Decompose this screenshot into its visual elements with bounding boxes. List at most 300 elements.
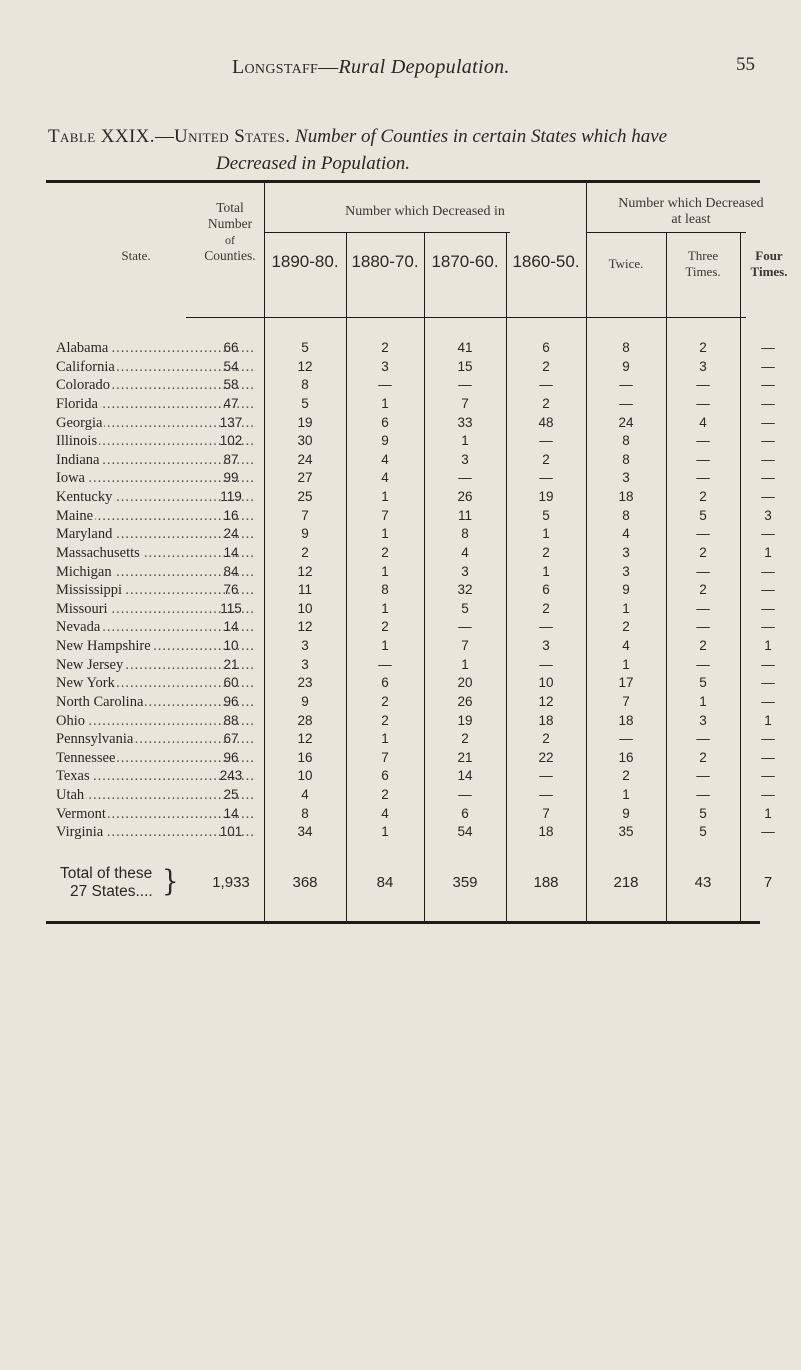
cell-four-times: — — [761, 414, 775, 430]
cell-four-times: — — [761, 377, 775, 393]
cell-1880-70: 1 — [381, 731, 389, 747]
header-twice: Twice. — [608, 256, 644, 271]
header-total-line2: Number — [207, 216, 253, 231]
header-three-times: Three Times. — [685, 248, 721, 279]
cell-1890-80: 11 — [297, 582, 312, 598]
state-name-text: Indiana — [56, 451, 100, 468]
cell-total-counties: 137 — [219, 414, 243, 430]
table-row — [0, 713, 801, 732]
cell-four-times: — — [761, 395, 775, 411]
table-row — [0, 768, 801, 787]
header-total-line1: Total — [216, 200, 244, 215]
cell-1870-60: 8 — [461, 526, 469, 542]
cell-total-counties: 67 — [223, 731, 239, 747]
state-name-text: Florida — [56, 395, 98, 412]
header-total-line4: Counties. — [204, 248, 256, 263]
cell-1860-50: 10 — [538, 675, 554, 691]
cell-three-times: — — [696, 619, 710, 635]
header-sub-rule — [264, 232, 510, 233]
state-name-text: New Hampshire — [56, 638, 151, 654]
state-name-text: New York — [56, 675, 115, 692]
cell-twice: — — [619, 377, 633, 393]
cell-1880-70: 2 — [381, 693, 389, 709]
cell-1860-50: 2 — [542, 451, 550, 467]
cell-total-counties: 54 — [223, 358, 239, 374]
cell-total-counties: 66 — [223, 340, 239, 355]
cell-twice: 24 — [618, 414, 634, 430]
state-name-text: Vermont — [56, 805, 106, 822]
cell-1870-60: — — [458, 470, 472, 486]
cell-three-times: — — [696, 600, 710, 616]
cell-1890-80: 10 — [297, 600, 313, 616]
cell-1880-70: 3 — [381, 358, 389, 374]
cell-four-times: — — [761, 489, 775, 504]
cell-three-times: 2 — [699, 582, 707, 598]
cell-1870-60: 26 — [457, 489, 473, 504]
cell-1870-60: 14 — [457, 768, 473, 784]
cell-1890-80: 12 — [297, 731, 313, 747]
state-name-text: Maryland — [56, 526, 113, 543]
cell-four-times: 1 — [764, 638, 772, 653]
cell-1870-60: 3 — [461, 451, 469, 467]
cell-four-times: — — [761, 619, 775, 635]
state-name — [56, 564, 256, 581]
cell-1870-60: 7 — [461, 395, 469, 411]
state-name — [56, 526, 256, 543]
table-title-dash: — — [154, 126, 174, 147]
cell-1860-50: 48 — [538, 414, 554, 430]
cell-three-times: — — [696, 451, 710, 467]
cell-1890-80: 3 — [301, 656, 309, 672]
cell-twice: 8 — [622, 433, 630, 449]
state-name — [56, 731, 256, 748]
state-name — [56, 396, 256, 413]
total-1890-80: 368 — [292, 874, 318, 891]
state-name-text: Missouri — [56, 600, 108, 617]
cell-twice: 4 — [622, 526, 630, 542]
cell-1870-60: 6 — [461, 805, 469, 821]
cell-1860-50: — — [539, 433, 553, 449]
cell-four-times: — — [761, 693, 775, 709]
table-row — [0, 526, 801, 545]
state-name-text: Michigan — [56, 563, 112, 580]
header-period-1870: 1870-60. — [431, 252, 499, 271]
cell-three-times: 1 — [699, 693, 707, 709]
state-name — [56, 787, 256, 804]
cell-total-counties: 14 — [223, 544, 239, 560]
cell-four-times: — — [761, 731, 775, 747]
cell-total-counties: 101 — [219, 824, 243, 840]
state-name — [56, 433, 256, 450]
cell-total-counties: 88 — [223, 712, 239, 728]
cell-twice: — — [619, 731, 633, 747]
cell-twice: 9 — [622, 358, 630, 374]
cell-1860-50: 2 — [542, 600, 550, 616]
cell-1860-50: — — [539, 787, 553, 802]
state-name-text: Pennsylvania — [56, 731, 134, 748]
cell-twice: 18 — [618, 489, 634, 504]
cell-1870-60: 21 — [457, 749, 473, 765]
cell-total-counties: 10 — [223, 638, 239, 653]
table-row — [0, 787, 801, 806]
cell-1860-50: 6 — [542, 582, 550, 598]
cell-1880-70: 1 — [381, 489, 389, 504]
state-name — [56, 508, 256, 525]
cell-twice: 35 — [618, 824, 634, 840]
cell-three-times: 2 — [699, 749, 707, 765]
state-name-text: North Carolina — [56, 693, 144, 710]
cell-1860-50: 5 — [542, 507, 550, 523]
cell-three-times: — — [696, 768, 710, 784]
total-row — [0, 865, 801, 925]
cell-twice: 4 — [622, 638, 630, 653]
state-name — [56, 470, 256, 487]
cell-total-counties: 14 — [223, 619, 239, 635]
cell-1880-70: 2 — [381, 544, 389, 560]
table-country: United States. — [173, 126, 291, 147]
cell-1890-80: 3 — [301, 638, 309, 653]
cell-twice: 2 — [622, 619, 630, 635]
cell-1890-80: 19 — [297, 414, 313, 430]
cell-1890-80: 30 — [297, 433, 313, 449]
cell-1860-50: 2 — [542, 358, 550, 374]
cell-1890-80: 8 — [301, 805, 309, 821]
cell-1880-70: 9 — [381, 433, 389, 449]
cell-1890-80: 23 — [297, 675, 313, 691]
header-decreased-at-least — [586, 196, 796, 228]
cell-1870-60: 1 — [461, 433, 469, 449]
cell-1860-50: 12 — [538, 693, 554, 709]
state-name-text: Nevada — [56, 619, 101, 636]
cell-three-times: 2 — [699, 489, 707, 504]
cell-1880-70: 1 — [381, 563, 389, 579]
cell-four-times: 1 — [764, 805, 772, 821]
cell-1880-70: 4 — [381, 805, 389, 821]
cell-1860-50: 2 — [542, 395, 550, 411]
cell-three-times: — — [696, 433, 710, 449]
cell-four-times: — — [761, 470, 775, 486]
state-name — [56, 601, 256, 618]
cell-1880-70: 2 — [381, 712, 389, 728]
cell-twice: 8 — [622, 340, 630, 355]
cell-four-times: — — [761, 358, 775, 374]
cell-total-counties: 102 — [219, 433, 243, 449]
cell-1890-80: 12 — [297, 563, 313, 579]
cell-1860-50: 3 — [542, 638, 550, 653]
cell-three-times: — — [696, 656, 710, 672]
table-row — [0, 470, 801, 489]
table-row — [0, 675, 801, 694]
cell-1890-80: 9 — [301, 693, 309, 709]
cell-1870-60: — — [458, 619, 472, 635]
cell-four-times: 1 — [764, 544, 772, 560]
cell-four-times: — — [761, 787, 775, 802]
cell-1860-50: 2 — [542, 731, 550, 747]
header-four-times: Four Times. — [750, 248, 788, 279]
cell-1860-50: 1 — [542, 563, 550, 579]
header-period-1860: 1860-50. — [512, 252, 580, 271]
cell-total-counties: 25 — [223, 787, 239, 802]
cell-1860-50: — — [539, 377, 553, 393]
cell-total-counties: 96 — [223, 693, 239, 709]
state-name — [56, 824, 256, 841]
total-brace: } — [162, 865, 179, 899]
cell-twice: 9 — [622, 805, 630, 821]
cell-1880-70: 2 — [381, 619, 389, 635]
cell-1860-50: 22 — [538, 749, 554, 765]
cell-1890-80: 5 — [301, 395, 309, 411]
cell-1870-60: 15 — [457, 358, 473, 374]
cell-1870-60: 20 — [457, 675, 473, 691]
cell-1870-60: 1 — [461, 656, 469, 672]
cell-1880-70: 6 — [381, 675, 389, 691]
cell-twice: — — [619, 395, 633, 411]
cell-four-times: — — [761, 749, 775, 765]
state-name-text: New Jersey — [56, 656, 124, 673]
cell-total-counties: 99 — [223, 470, 239, 486]
cell-1890-80: 27 — [297, 470, 313, 486]
table-row — [0, 582, 801, 601]
state-name — [56, 806, 256, 823]
cell-1860-50: — — [539, 768, 553, 784]
cell-1870-60: — — [458, 377, 472, 393]
cell-twice: 7 — [622, 693, 630, 709]
running-head — [0, 56, 801, 86]
cell-total-counties: 16 — [223, 507, 239, 523]
state-name — [56, 452, 256, 469]
total-counties: 1,933 — [212, 874, 250, 891]
table-row — [0, 564, 801, 583]
cell-1860-50: — — [539, 470, 553, 486]
cell-1880-70: 7 — [381, 749, 389, 765]
cell-1880-70: 1 — [381, 526, 389, 542]
table-row — [0, 508, 801, 527]
state-name-text: California — [56, 358, 115, 375]
cell-three-times: 5 — [699, 805, 707, 821]
cell-total-counties: 24 — [223, 526, 239, 542]
state-name — [56, 359, 256, 376]
cell-1890-80: 4 — [301, 787, 309, 802]
state-name-text: Kentucky — [56, 489, 113, 505]
cell-twice: 16 — [618, 749, 634, 765]
cell-1880-70: 1 — [381, 395, 389, 411]
total-four-times: 7 — [763, 874, 773, 891]
table-row — [0, 824, 801, 843]
total-three-times: 43 — [694, 874, 712, 891]
total-1870-60: 359 — [452, 874, 478, 891]
cell-three-times: — — [696, 526, 710, 542]
cell-1870-60: 32 — [457, 582, 473, 598]
cell-twice: 1 — [622, 787, 630, 802]
table-row — [0, 545, 801, 564]
cell-three-times: 5 — [699, 507, 707, 523]
cell-three-times: — — [696, 731, 710, 747]
state-name-text: Ohio — [56, 712, 85, 729]
state-name-text: Virginia — [56, 824, 104, 841]
state-name-text: Tennessee — [56, 749, 116, 766]
state-name — [56, 619, 256, 636]
state-name — [56, 377, 256, 394]
cell-total-counties: 96 — [223, 749, 239, 765]
state-name — [56, 545, 256, 562]
cell-four-times: — — [761, 582, 775, 598]
cell-total-counties: 115 — [220, 600, 242, 616]
cell-1890-80: 12 — [297, 358, 313, 374]
running-head-text — [232, 56, 510, 79]
cell-four-times: — — [761, 340, 775, 355]
table-row — [0, 619, 801, 638]
cell-three-times: 5 — [699, 824, 707, 840]
cell-1860-50: 19 — [538, 489, 554, 504]
cell-three-times: 3 — [699, 358, 707, 374]
cell-1860-50: 18 — [538, 824, 554, 840]
cell-1870-60: 19 — [457, 712, 473, 728]
header-total-line3: of — [225, 233, 235, 247]
total-twice: 218 — [613, 874, 639, 891]
table-row — [0, 657, 801, 676]
page-number: 55 — [736, 54, 755, 75]
cell-total-counties: 58 — [223, 377, 239, 393]
state-name — [56, 768, 256, 785]
state-name — [56, 657, 256, 674]
table-row — [0, 601, 801, 620]
header-at-least-line2: at least — [671, 212, 711, 227]
running-head-author: Longstaff — [232, 56, 319, 78]
state-name — [56, 675, 256, 692]
cell-twice: 18 — [618, 712, 634, 728]
cell-1860-50: — — [539, 656, 553, 672]
cell-three-times: — — [696, 563, 710, 579]
state-name-text: Texas — [56, 768, 90, 785]
state-name — [56, 340, 256, 357]
cell-four-times: — — [761, 824, 775, 840]
cell-1860-50: 18 — [538, 712, 554, 728]
state-name-text: Utah — [56, 787, 85, 803]
cell-total-counties: 21 — [223, 656, 239, 672]
total-1880-70: 84 — [376, 874, 394, 891]
cell-1890-80: 25 — [297, 489, 313, 504]
table-body — [0, 340, 801, 843]
state-name — [56, 713, 256, 730]
cell-1880-70: 6 — [381, 768, 389, 784]
cell-twice: 17 — [618, 675, 634, 691]
cell-1880-70: — — [378, 656, 392, 672]
table-row — [0, 750, 801, 769]
cell-1860-50: 2 — [542, 544, 550, 560]
cell-three-times: — — [696, 395, 710, 411]
state-name — [56, 694, 256, 711]
cell-twice: 1 — [622, 656, 630, 672]
cell-1880-70: 4 — [381, 470, 389, 486]
cell-twice: 9 — [622, 582, 630, 598]
cell-twice: 3 — [622, 544, 630, 560]
cell-three-times: 2 — [699, 340, 707, 355]
cell-four-times: — — [761, 451, 775, 467]
state-name — [56, 582, 256, 599]
cell-1890-80: 24 — [297, 451, 313, 467]
cell-total-counties: 14 — [223, 805, 239, 821]
table-title — [48, 123, 768, 177]
state-name-text: Massachusetts — [56, 544, 140, 561]
state-name — [56, 415, 256, 432]
cell-three-times: 2 — [699, 638, 707, 653]
cell-1870-60: 11 — [457, 507, 472, 523]
cell-1870-60: 7 — [461, 638, 469, 653]
cell-four-times: — — [761, 675, 775, 691]
cell-1870-60: 4 — [461, 544, 469, 560]
cell-1890-80: 7 — [301, 507, 309, 523]
table-row — [0, 489, 801, 508]
table-label: Table XXIX. — [48, 126, 155, 147]
cell-four-times: — — [761, 600, 775, 616]
running-head-separator: — — [318, 56, 339, 78]
total-1860-50: 188 — [533, 874, 559, 891]
state-name — [56, 489, 256, 506]
cell-1870-60: 2 — [461, 731, 469, 747]
state-name-text: Colorado — [56, 377, 110, 394]
table-row — [0, 433, 801, 452]
cell-three-times: 3 — [699, 712, 707, 728]
header-state: State. — [121, 248, 151, 263]
cell-1860-50: — — [539, 619, 553, 635]
cell-twice: 1 — [622, 600, 630, 616]
cell-total-counties: 60 — [223, 675, 239, 691]
cell-three-times: 2 — [699, 544, 707, 560]
cell-total-counties: 119 — [220, 489, 242, 504]
cell-four-times: 3 — [764, 507, 772, 523]
cell-total-counties: 87 — [223, 451, 239, 467]
cell-1880-70: 8 — [381, 582, 389, 598]
cell-four-times: 1 — [764, 712, 772, 728]
cell-1890-80: 2 — [301, 544, 309, 560]
table-row — [0, 359, 801, 378]
total-label-line2: 27 States.... — [70, 883, 153, 900]
table-subtitle-line2: Decreased in Population. — [216, 153, 411, 174]
cell-1880-70: 1 — [381, 600, 389, 616]
state-name — [56, 638, 256, 655]
cell-1870-60: 33 — [457, 414, 473, 430]
cell-1870-60: 5 — [461, 600, 469, 616]
table-row — [0, 415, 801, 434]
cell-four-times: — — [761, 563, 775, 579]
state-name-text: Illinois — [56, 433, 98, 450]
state-name-text: Iowa — [56, 470, 85, 487]
total-label-line1: Total of these — [60, 865, 153, 882]
cell-four-times: — — [761, 656, 775, 672]
table-row — [0, 396, 801, 415]
table-row — [0, 452, 801, 471]
cell-1880-70: — — [378, 377, 392, 393]
cell-three-times: — — [696, 787, 710, 802]
cell-1890-80: 16 — [297, 749, 313, 765]
cell-1890-80: 12 — [297, 619, 313, 635]
cell-1890-80: 8 — [301, 377, 309, 393]
cell-1880-70: 2 — [381, 340, 389, 355]
running-head-title: Rural Depopulation. — [338, 56, 510, 78]
table-row — [0, 638, 801, 657]
cell-1870-60: 3 — [461, 563, 469, 579]
header-at-least-line1: Number which Decreased — [618, 196, 764, 211]
cell-1890-80: 9 — [301, 526, 309, 542]
cell-twice: 8 — [622, 507, 630, 523]
table-row — [0, 694, 801, 713]
cell-1870-60: 26 — [457, 693, 473, 709]
cell-1870-60: 41 — [457, 340, 473, 355]
header-period-1890: 1890-80. — [271, 252, 339, 271]
header-total-number — [196, 200, 264, 264]
table-row — [0, 731, 801, 750]
cell-twice: 3 — [622, 470, 630, 486]
